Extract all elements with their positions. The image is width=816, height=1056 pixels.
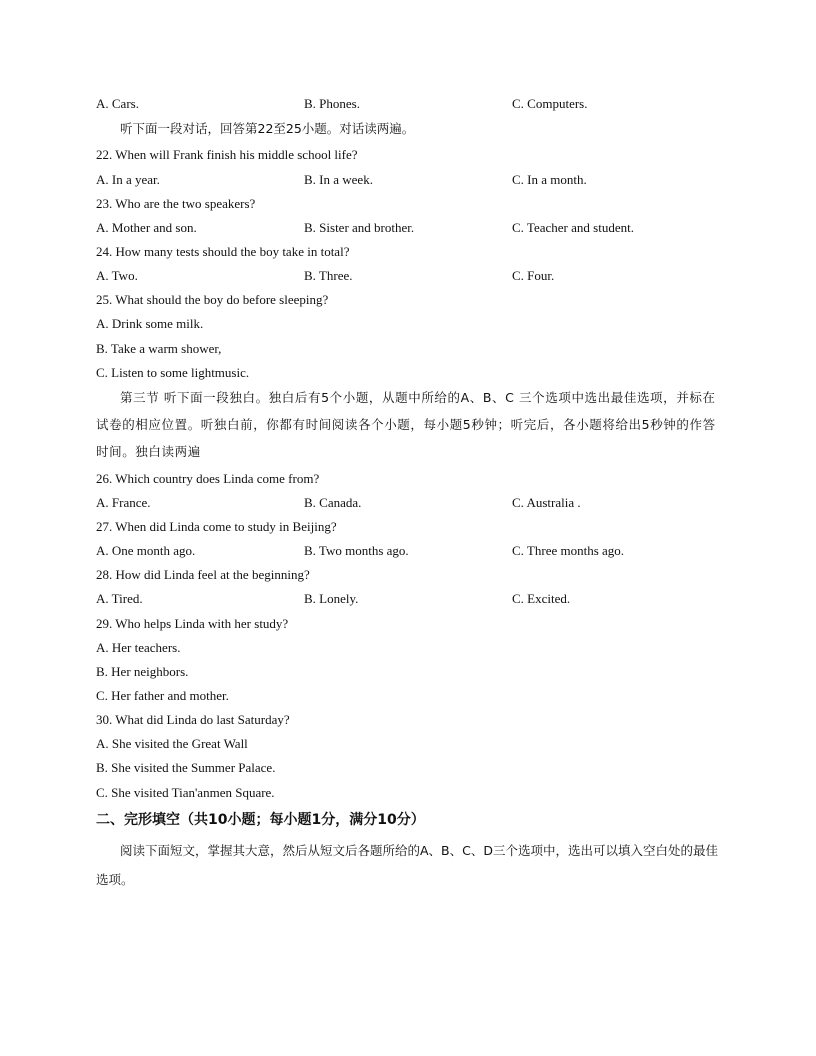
q30-option-b: B. She visited the Summer Palace. (96, 760, 276, 775)
q26-option-b: B. Canada. (304, 495, 362, 510)
section2-instruction: 听下面一段对话，回答第22至25小题。对话读两遍。 (120, 121, 415, 136)
q27-option-a: A. One month ago. (96, 543, 196, 558)
q27-option-b: B. Two months ago. (304, 543, 409, 558)
q25-option-a: A. Drink some milk. (96, 316, 204, 331)
q23-option-a: A. Mother and son. (96, 220, 197, 235)
q25-option-b: B. Take a warm shower, (96, 341, 222, 356)
q29-option-b: B. Her neighbors. (96, 664, 189, 679)
q21-option-a: A. Cars. (96, 96, 139, 111)
q27-stem: 27. When did Linda come to study in Beijing? (96, 519, 337, 534)
q23-stem: 23. Who are the two speakers? (96, 196, 256, 211)
q29-option-c: C. Her father and mother. (96, 688, 229, 703)
q30-option-a: A. She visited the Great Wall (96, 736, 248, 751)
q21-option-b: B. Phones. (304, 96, 360, 111)
q30-option-c: C. She visited Tian'anmen Square. (96, 785, 275, 800)
q22-option-a: A. In a year. (96, 172, 160, 187)
q26-option-c: C. Australia . (512, 495, 581, 510)
q27-option-c: C. Three months ago. (512, 543, 625, 558)
q28-option-b: B. Lonely. (304, 591, 359, 606)
q22-stem: 22. When will Frank finish his middle school life? (96, 147, 358, 162)
q29-option-a: A. Her teachers. (96, 640, 181, 655)
q28-option-c: C. Excited. (512, 591, 571, 606)
q24-option-a: A. Two. (96, 268, 138, 283)
q28-option-a: A. Tired. (96, 591, 143, 606)
q23-option-b: B. Sister and brother. (304, 220, 415, 235)
part2-heading: 二、完形填空（共10小题；每小题1分，满分10分） (96, 812, 425, 828)
q26-stem: 26. Which country does Linda come from? (96, 471, 320, 486)
q24-option-c: C. Four. (512, 268, 555, 283)
q24-option-b: B. Three. (304, 268, 353, 283)
part2-instruction: 阅读下面短文，掌握其大意，然后从短文后各题所给的A、B、C、D三个选项中，选出可以填入空白处的最佳选项。 (96, 843, 718, 887)
q22-option-b: B. In a week. (304, 172, 373, 187)
q28-stem: 28. How did Linda feel at the beginning? (96, 567, 310, 582)
q30-stem: 30. What did Linda do last Saturday? (96, 712, 290, 727)
q25-stem: 25. What should the boy do before sleeping? (96, 292, 329, 307)
q24-stem: 24. How many tests should the boy take in total? (96, 244, 350, 259)
q25-option-c: C. Listen to some lightmusic. (96, 365, 250, 380)
q22-option-c: C. In a month. (512, 172, 587, 187)
q23-option-c: C. Teacher and student. (512, 220, 634, 235)
section3-instruction: 第三节 听下面一段独白。独白后有5个小题，从题中所给的A、B、C 三个选项中选出最佳选项，并标在试卷的相应位置。听独白前，你都有时间阅读各个小题，每小题5秒钟；听完后，各小题将给出5秒钟的作答时间。独白读两遍 (96, 390, 716, 459)
q26-option-a: A. France. (96, 495, 151, 510)
q21-option-c: C. Computers. (512, 96, 588, 111)
q29-stem: 29. Who helps Linda with her study? (96, 616, 289, 631)
